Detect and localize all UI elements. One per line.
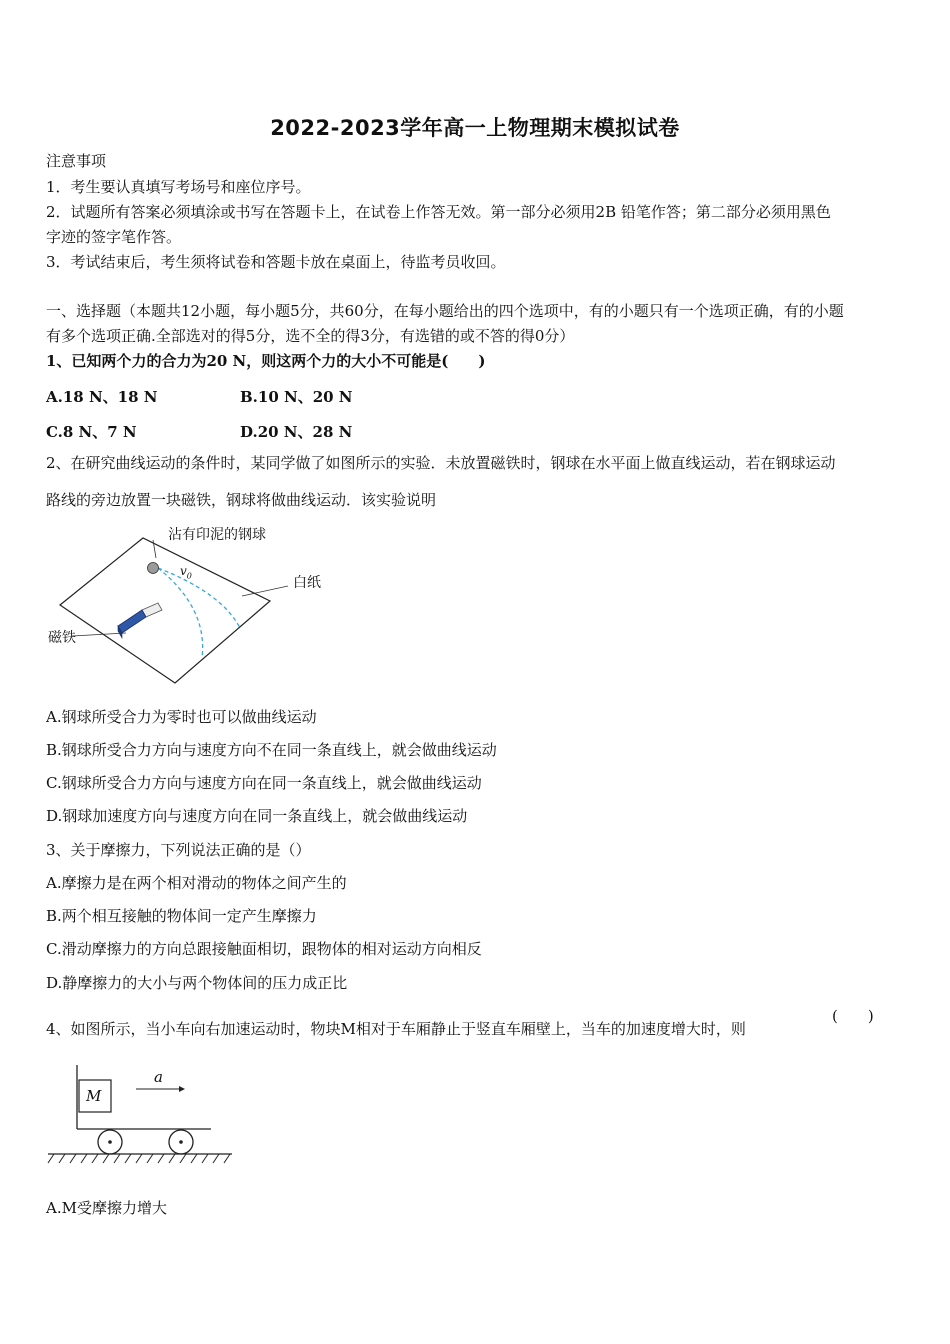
q4-figure (44, 1060, 239, 1170)
paper-label: 白纸 (293, 575, 321, 591)
q2-option-d: D.钢球加速度方向与速度方向在同一条直线上，就会做曲线运动 (46, 807, 468, 825)
q1-stem: 1、已知两个力的合力为20 N，则这两个力的大小不可能是( ) (46, 352, 486, 370)
section-heading-cont: 有多个选项正确.全部选对的得5分，选不全的得3分，有选错的或不答的得0分） (46, 327, 575, 345)
accel-label: a (154, 1068, 163, 1086)
ball-label-leader (153, 540, 156, 558)
curved-motion-diagram (40, 518, 340, 693)
q3-option-a: A.摩擦力是在两个相对滑动的物体之间产生的 (46, 874, 347, 892)
notice-item: 2．试题所有答案必须填涂或书写在答题卡上，在试卷上作答无效。第一部分必须用2B 铅笔作答；第二部分必须用黑色 (46, 203, 831, 221)
q3-option-d: D.静摩擦力的大小与两个物体间的压力成正比 (46, 974, 348, 992)
magnet-label: 磁铁 (48, 630, 76, 646)
notice-item: 1．考生要认真填写考场号和座位序号。 (46, 178, 311, 196)
wheel-axle (108, 1140, 112, 1144)
q1-option-a: A.18 N、18 N (46, 388, 158, 406)
q3-stem: 3、关于摩擦力，下列说法正确的是（） (46, 841, 311, 859)
magnet-label-leader (72, 633, 126, 636)
q4-answer-paren: ( ) (832, 1007, 874, 1025)
curved-path (158, 568, 203, 658)
q1-option-c: C.8 N、7 N (46, 423, 137, 441)
q1-option-d: D.20 N、28 N (240, 423, 353, 441)
q4-stem: 4、如图所示，当小车向右加速运动时，物块M相对于车厢静止于竖直车厢壁上，当车的加速度增大时，则 (46, 1020, 746, 1038)
cart-diagram (44, 1060, 239, 1170)
q2-option-a: A.钢球所受合力为零时也可以做曲线运动 (46, 708, 317, 726)
q3-option-c: C.滑动摩擦力的方向总跟接触面相切，跟物体的相对运动方向相反 (46, 940, 482, 958)
q4-option-a: A.M受摩擦力增大 (46, 1199, 167, 1217)
notice-heading: 注意事项 (46, 152, 107, 170)
q2-stem-cont: 路线的旁边放置一块磁铁，钢球将做曲线运动．该实验说明 (46, 491, 437, 509)
notice-item: 字迹的签字笔作答。 (46, 228, 182, 246)
notice-item: 3．考试结束后，考生须将试卷和答题卡放在桌面上，待监考员收回。 (46, 253, 506, 271)
ball-label: 沾有印泥的钢球 (168, 527, 266, 543)
page-title: 2022-2023学年高一上物理期末模拟试卷 (270, 116, 680, 140)
magnet-icon (118, 610, 146, 633)
q2-option-c: C.钢球所受合力方向与速度方向在同一条直线上，就会做曲线运动 (46, 774, 482, 792)
q2-figure (40, 518, 340, 693)
arrow-head-icon (179, 1086, 185, 1092)
ground-hatching (48, 1154, 230, 1163)
q1-option-b: B.10 N、20 N (240, 388, 353, 406)
steel-ball-icon (148, 563, 159, 574)
q2-option-b: B.钢球所受合力方向与速度方向不在同一条直线上，就会做曲线运动 (46, 741, 497, 759)
white-paper-sheet (60, 538, 270, 683)
q2-stem: 2、在研究曲线运动的条件时，某同学做了如图所示的实验．未放置磁铁时，钢球在水平面上做直线运动，若在钢球运动 (46, 454, 836, 472)
block-label: M (86, 1087, 102, 1105)
section-heading: 一、选择题（本题共12小题，每小题5分，共60分，在每小题给出的四个选项中，有的小题只有一个选项正确，有的小题 (46, 302, 844, 320)
q3-option-b: B.两个相互接触的物体间一定产生摩擦力 (46, 907, 317, 925)
velocity-label: $v_0$ (180, 564, 192, 581)
wheel-axle (179, 1140, 183, 1144)
straight-path (158, 568, 240, 628)
